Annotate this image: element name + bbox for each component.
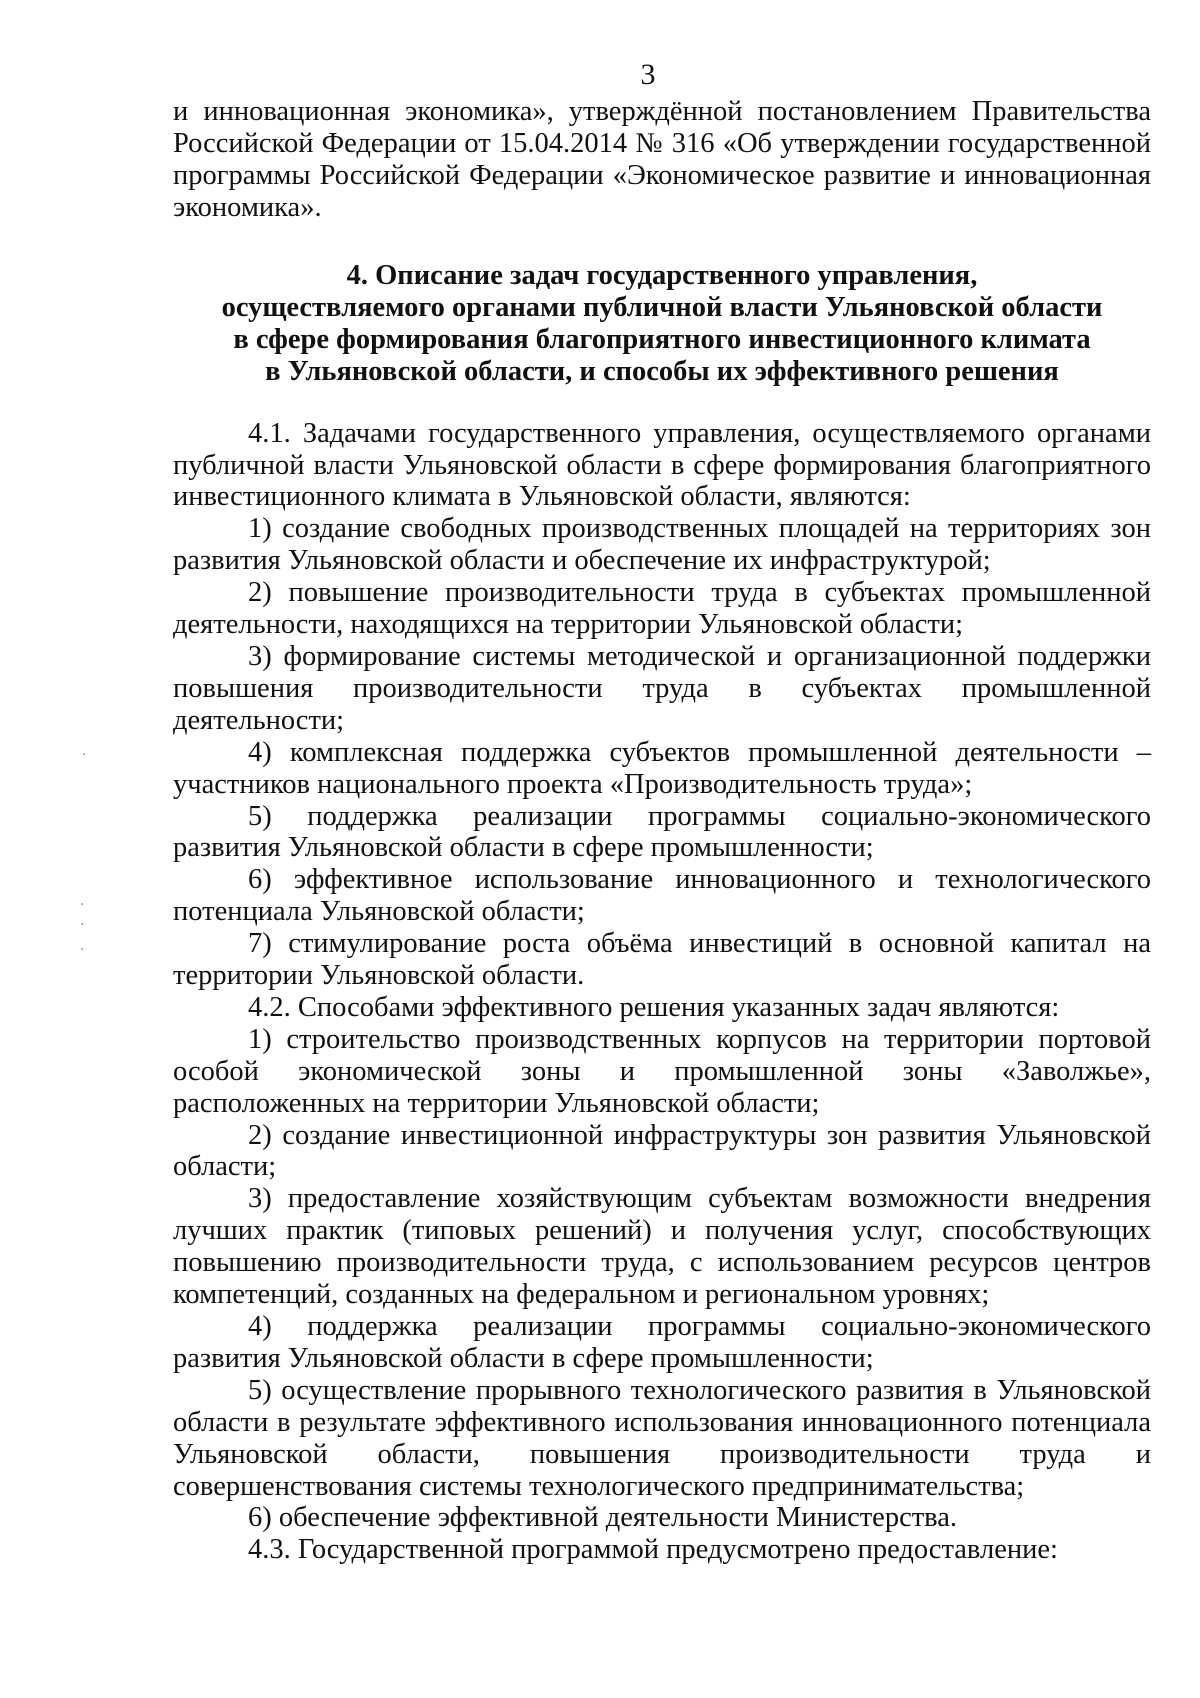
list-item-method-5: 5) осуществление прорывного технологического развития в Ульяновской области в результате эффективного использования инновационного потенциала Ульяновской области, повышения производительности труда и совершенствования системы технологического предпринимательства; — [173, 1374, 1151, 1502]
scan-artifact: · — [80, 942, 85, 958]
list-item-task-6: 6) эффективное использование инновационного и технологического потенциала Ульяновской области; — [173, 864, 1151, 928]
list-item-task-2: 2) повышение производительности труда в субъектах промышленной деятельности, находящихся на территории Ульяновской области; — [173, 577, 1151, 641]
intro-section — [173, 96, 1151, 224]
list-item-method-1: 1) строительство производственных корпусов на территории портовой особой экономической зоны и промышленной зоны «Заволжье», расположенных на территории Ульяновской области; — [173, 1023, 1151, 1119]
list-item-task-4: 4) комплексная поддержка субъектов промышленной деятельности – участников национального проекта «Производительность труда»; — [173, 736, 1151, 800]
section-heading-line: 4. Описание задач государственного управления, — [346, 259, 978, 291]
scan-artifact: · — [80, 917, 85, 933]
paragraph-4-2: 4.2. Способами эффективного решения указанных задач являются: — [248, 991, 1060, 1023]
scan-artifact: · — [82, 747, 87, 763]
list-item-task-7: 7) стимулирование роста объёма инвестиций в основной капитал на территории Ульяновской области. — [173, 928, 1151, 992]
page-number: 3 — [640, 58, 656, 91]
list-item-task-3: 3) формирование системы методической и организационной поддержки повышения производительности труда в субъектах промышленной деятельности; — [173, 640, 1151, 736]
paragraph-4-3: 4.3. Государственной программой предусмотрено предоставление: — [248, 1534, 1058, 1566]
section-heading-line: в сфере формирования благоприятного инвестиционного климата — [233, 323, 1091, 355]
scan-artifact: · — [80, 897, 85, 913]
list-item-method-4: 4) поддержка реализации программы социально-экономического развития Ульяновской области в сфере промышленности; — [173, 1311, 1151, 1374]
list-item-task-5: 5) поддержка реализации программы социально-экономического развития Ульяновской области в сфере промышленности; — [173, 800, 1151, 864]
section-heading-line: в Ульяновской области, и способы их эффективного решения — [265, 355, 1059, 387]
list-item-method-6: 6) обеспечение эффективной деятельности Министерства. — [248, 1502, 958, 1534]
intro-paragraph: и инновационная экономика», утверждённой постановлением Правительства Российской Федерации от 15.04.2014 № 316 «Об утверждении государственной программы Российской Федерации «Экономическое развитие и инновационная экономика». — [173, 96, 1151, 223]
document-body — [173, 96, 1151, 1566]
section-body — [173, 418, 1151, 1567]
list-item-task-1: 1) создание свободных производственных площадей на территориях зон развития Ульяновской области и обеспечение их инфраструктурой; — [173, 513, 1151, 577]
list-item-method-3: 3) предоставление хозяйствующим субъектам возможности внедрения лучших практик (типовых решений) и получения услуг, способствующих повышению производительности труда, с использованием ресурсов центров компетенций, созданных на федеральном и региональном уровнях; — [173, 1183, 1151, 1311]
list-item-method-2: 2) создание инвестиционной инфраструктуры зон развития Ульяновской области; — [173, 1119, 1151, 1183]
paragraph-4-1: 4.1. Задачами государственного управления, осуществляемого органами публичной власти Ульяновской области в сфере формирования благоприятного инвестиционного климата в Ульяновской области, являются: — [173, 417, 1151, 513]
section-heading — [173, 260, 1151, 388]
section-heading-line: осуществляемого органами публичной власти Ульяновской области — [221, 291, 1103, 323]
